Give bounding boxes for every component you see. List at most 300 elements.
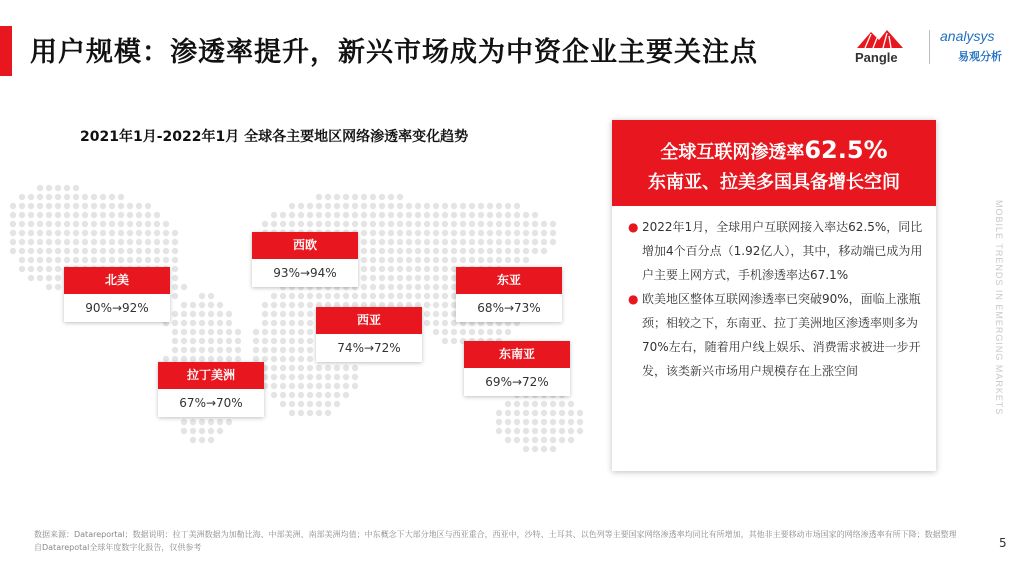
map-dot xyxy=(46,203,52,209)
map-dot xyxy=(505,437,511,443)
map-dot xyxy=(343,212,349,218)
map-dot xyxy=(559,410,565,416)
map-dot xyxy=(280,338,286,344)
map-dot xyxy=(280,221,286,227)
map-dot xyxy=(82,257,88,263)
map-dot xyxy=(397,293,403,299)
map-dot xyxy=(505,257,511,263)
map-dot xyxy=(64,203,70,209)
map-dot xyxy=(298,221,304,227)
map-dot xyxy=(442,293,448,299)
map-dot xyxy=(307,383,313,389)
map-dot xyxy=(316,221,322,227)
map-dot xyxy=(379,194,385,200)
map-dot xyxy=(28,212,34,218)
map-dot xyxy=(388,221,394,227)
map-dot xyxy=(208,293,214,299)
map-dot xyxy=(145,257,151,263)
region-name: 北美 xyxy=(64,267,170,294)
map-dot xyxy=(118,212,124,218)
map-dot xyxy=(442,284,448,290)
region-name: 西亚 xyxy=(316,307,422,334)
map-dot xyxy=(541,419,547,425)
map-dot xyxy=(280,392,286,398)
map-dot xyxy=(217,311,223,317)
map-dot xyxy=(64,248,70,254)
map-dot xyxy=(541,221,547,227)
map-dot xyxy=(550,446,556,452)
map-dot xyxy=(514,221,520,227)
map-dot xyxy=(307,338,313,344)
map-dot xyxy=(505,203,511,209)
map-dot xyxy=(262,221,268,227)
map-dot xyxy=(577,410,583,416)
map-dot xyxy=(55,221,61,227)
map-dot xyxy=(28,239,34,245)
insight-bullet-list xyxy=(628,215,924,383)
map-dot xyxy=(136,212,142,218)
map-dot xyxy=(55,239,61,245)
map-dot xyxy=(199,329,205,335)
map-dot xyxy=(91,248,97,254)
map-dot xyxy=(190,428,196,434)
map-dot xyxy=(100,212,106,218)
map-dot xyxy=(163,257,169,263)
map-dot xyxy=(199,320,205,326)
map-dot xyxy=(532,401,538,407)
map-dot xyxy=(10,203,16,209)
map-dot xyxy=(550,239,556,245)
insight-bullet xyxy=(628,215,924,287)
map-dot xyxy=(334,203,340,209)
map-dot xyxy=(397,194,403,200)
map-dot xyxy=(505,401,511,407)
insight-bullet-text: 2022年1月，全球用户互联网接入率达62.5%，同比增加4个百分点（1.92亿人），其中，移动端已成为用户主要上网方式，手机渗透率达67.1% xyxy=(642,220,923,282)
map-dot xyxy=(298,383,304,389)
map-dot xyxy=(55,194,61,200)
map-dot xyxy=(496,212,502,218)
map-dot xyxy=(343,392,349,398)
source-footnote: 数据来源：Datareportal；数据说明：拉丁美洲数据为加勒比海、中部美洲、南部美洲均值；中东概念下大部分地区与西亚重合，西亚中，沙特、土耳其、以色列等主要国家网络渗透率均同比有所增加，其他非主要移动市场国家的网络渗透率有所下降；数据整理自Datarepotal全球年度数字化报告，仅供参考 xyxy=(34,530,957,552)
map-dot xyxy=(46,212,52,218)
map-dot xyxy=(478,221,484,227)
map-dot xyxy=(100,239,106,245)
map-dot xyxy=(46,257,52,263)
map-dot xyxy=(28,203,34,209)
map-dot xyxy=(523,239,529,245)
map-dot xyxy=(118,194,124,200)
map-dot xyxy=(208,437,214,443)
map-dot xyxy=(271,329,277,335)
map-dot xyxy=(514,401,520,407)
map-dot xyxy=(343,293,349,299)
map-dot xyxy=(406,248,412,254)
map-dot xyxy=(478,239,484,245)
map-dot xyxy=(271,302,277,308)
map-dot xyxy=(415,203,421,209)
map-dot xyxy=(46,239,52,245)
map-dot xyxy=(208,428,214,434)
map-dot xyxy=(181,428,187,434)
map-dot xyxy=(478,212,484,218)
map-dot xyxy=(280,212,286,218)
map-dot xyxy=(271,374,277,380)
region-value: 69%→72% xyxy=(485,375,549,389)
map-dot xyxy=(109,203,115,209)
map-dot xyxy=(199,437,205,443)
map-dot xyxy=(271,221,277,227)
map-dot xyxy=(397,248,403,254)
map-dot xyxy=(406,266,412,272)
map-dot xyxy=(91,239,97,245)
map-dot xyxy=(523,410,529,416)
map-dot xyxy=(361,275,367,281)
map-dot xyxy=(343,194,349,200)
map-dot xyxy=(550,230,556,236)
map-dot xyxy=(442,221,448,227)
map-dot xyxy=(298,347,304,353)
map-dot xyxy=(109,248,115,254)
map-dot xyxy=(532,212,538,218)
map-dot xyxy=(10,248,16,254)
map-dot xyxy=(82,203,88,209)
map-dot xyxy=(487,257,493,263)
map-dot xyxy=(37,266,43,272)
map-dot xyxy=(208,329,214,335)
map-dot xyxy=(424,212,430,218)
map-dot xyxy=(379,239,385,245)
map-dot xyxy=(127,221,133,227)
map-dot xyxy=(307,302,313,308)
map-dot xyxy=(208,302,214,308)
map-dot xyxy=(415,257,421,263)
map-dot xyxy=(280,365,286,371)
map-dot xyxy=(280,347,286,353)
map-dot xyxy=(505,230,511,236)
map-dot xyxy=(496,428,502,434)
map-dot xyxy=(496,329,502,335)
map-dot xyxy=(424,302,430,308)
map-dot xyxy=(388,212,394,218)
map-dot xyxy=(28,257,34,263)
map-dot xyxy=(307,365,313,371)
map-dot xyxy=(514,248,520,254)
map-dot xyxy=(199,293,205,299)
map-dot xyxy=(280,311,286,317)
map-dot xyxy=(550,437,556,443)
map-dot xyxy=(334,293,340,299)
map-dot xyxy=(262,311,268,317)
map-dot xyxy=(316,383,322,389)
map-dot xyxy=(325,383,331,389)
map-dot xyxy=(37,230,43,236)
map-dot xyxy=(325,374,331,380)
map-dot xyxy=(442,203,448,209)
map-dot xyxy=(100,194,106,200)
map-dot xyxy=(280,383,286,389)
map-dot xyxy=(352,203,358,209)
map-dot xyxy=(73,194,79,200)
map-dot xyxy=(532,428,538,434)
map-dot xyxy=(478,257,484,263)
map-dot xyxy=(532,230,538,236)
bullet-dot-icon: ● xyxy=(628,292,639,306)
map-dot xyxy=(73,248,79,254)
map-dot xyxy=(559,419,565,425)
map-dot xyxy=(523,419,529,425)
region-name: 东南亚 xyxy=(464,341,570,368)
map-dot xyxy=(19,248,25,254)
map-dot xyxy=(37,257,43,263)
map-dot xyxy=(424,275,430,281)
map-dot xyxy=(406,212,412,218)
map-dot xyxy=(370,239,376,245)
map-dot xyxy=(280,320,286,326)
map-dot xyxy=(19,212,25,218)
map-dot xyxy=(496,203,502,209)
map-dot xyxy=(316,410,322,416)
map-dot xyxy=(505,212,511,218)
map-dot xyxy=(64,212,70,218)
map-dot xyxy=(361,284,367,290)
map-dot xyxy=(172,284,178,290)
map-dot xyxy=(172,329,178,335)
map-dot xyxy=(172,293,178,299)
map-dot xyxy=(415,212,421,218)
map-dot xyxy=(523,437,529,443)
chart-title: 2021年1月-2022年1月 全球各主要地区网络渗透率变化趋势 xyxy=(80,129,469,145)
map-dot xyxy=(316,374,322,380)
analysys-logo xyxy=(940,28,1020,68)
map-dot xyxy=(550,419,556,425)
map-dot xyxy=(10,230,16,236)
map-dot xyxy=(10,239,16,245)
map-dot xyxy=(10,212,16,218)
map-dot xyxy=(118,239,124,245)
map-dot xyxy=(91,212,97,218)
map-dot xyxy=(271,320,277,326)
map-dot xyxy=(388,266,394,272)
region-value: 67%→70% xyxy=(179,396,243,410)
map-dot xyxy=(550,428,556,434)
map-dot xyxy=(505,419,511,425)
map-dot xyxy=(82,230,88,236)
map-dot xyxy=(550,221,556,227)
map-dot xyxy=(235,347,241,353)
map-dot xyxy=(442,230,448,236)
map-dot xyxy=(253,329,259,335)
map-dot xyxy=(361,266,367,272)
map-dot xyxy=(406,284,412,290)
map-dot xyxy=(46,266,52,272)
map-dot xyxy=(37,185,43,191)
map-dot xyxy=(352,221,358,227)
map-dot xyxy=(451,212,457,218)
map-dot xyxy=(568,419,574,425)
map-dot xyxy=(271,383,277,389)
map-dot xyxy=(442,248,448,254)
map-dot xyxy=(424,239,430,245)
map-dot xyxy=(280,329,286,335)
map-dot xyxy=(406,203,412,209)
map-dot xyxy=(109,230,115,236)
map-dot xyxy=(568,410,574,416)
map-dot xyxy=(451,221,457,227)
map-dot xyxy=(343,365,349,371)
map-dot xyxy=(100,230,106,236)
map-dot xyxy=(379,293,385,299)
map-dot xyxy=(55,257,61,263)
map-dot xyxy=(19,203,25,209)
map-dot xyxy=(280,293,286,299)
map-dot xyxy=(181,329,187,335)
map-dot xyxy=(280,302,286,308)
map-dot xyxy=(298,320,304,326)
map-dot xyxy=(496,410,502,416)
map-dot xyxy=(424,266,430,272)
map-dot xyxy=(262,338,268,344)
map-dot xyxy=(10,221,16,227)
map-dot xyxy=(262,302,268,308)
map-dot xyxy=(19,194,25,200)
map-dot xyxy=(37,239,43,245)
map-dot xyxy=(55,275,61,281)
map-dot xyxy=(469,239,475,245)
map-dot xyxy=(280,401,286,407)
map-dot xyxy=(388,230,394,236)
map-dot xyxy=(541,248,547,254)
map-dot xyxy=(370,266,376,272)
map-dot xyxy=(361,221,367,227)
map-dot xyxy=(532,419,538,425)
map-dot xyxy=(163,221,169,227)
map-dot xyxy=(289,356,295,362)
insight-bullet-text: 欧美地区整体互联网渗透率已突破90%，面临上涨瓶颈；相较之下，东南亚、拉丁美洲地区渗透率则多为70%左右，随着用户线上娱乐、消费需求被进一步开发，该类新兴市场用户规模存在上涨空间 xyxy=(642,292,921,378)
map-dot xyxy=(334,221,340,227)
map-dot xyxy=(325,212,331,218)
map-dot xyxy=(532,248,538,254)
map-dot xyxy=(136,248,142,254)
map-dot xyxy=(316,212,322,218)
map-dot xyxy=(361,230,367,236)
map-dot xyxy=(523,428,529,434)
map-dot xyxy=(172,257,178,263)
map-dot xyxy=(154,212,160,218)
map-dot xyxy=(172,347,178,353)
map-dot xyxy=(190,437,196,443)
map-dot xyxy=(532,221,538,227)
map-dot xyxy=(289,212,295,218)
map-dot xyxy=(28,221,34,227)
map-dot xyxy=(172,230,178,236)
map-dot xyxy=(316,401,322,407)
map-dot xyxy=(217,320,223,326)
map-dot xyxy=(442,302,448,308)
title-accent-bar xyxy=(0,26,12,76)
map-dot xyxy=(397,212,403,218)
map-dot xyxy=(496,230,502,236)
map-dot xyxy=(352,383,358,389)
map-dot xyxy=(442,266,448,272)
map-dot xyxy=(334,365,340,371)
map-dot xyxy=(397,266,403,272)
map-dot xyxy=(118,257,124,263)
map-dot xyxy=(361,194,367,200)
map-dot xyxy=(541,446,547,452)
map-dot xyxy=(487,212,493,218)
map-dot xyxy=(127,239,133,245)
insight-header xyxy=(612,120,936,206)
map-dot xyxy=(127,248,133,254)
map-dot xyxy=(37,221,43,227)
map-dot xyxy=(325,194,331,200)
map-dot xyxy=(73,185,79,191)
map-dot xyxy=(433,212,439,218)
map-dot xyxy=(424,230,430,236)
map-dot xyxy=(379,212,385,218)
map-dot xyxy=(397,275,403,281)
map-dot xyxy=(415,284,421,290)
map-dot xyxy=(199,347,205,353)
map-dot xyxy=(37,275,43,281)
map-dot xyxy=(172,338,178,344)
map-dot xyxy=(316,365,322,371)
map-dot xyxy=(226,338,232,344)
map-dot xyxy=(451,203,457,209)
map-dot xyxy=(370,221,376,227)
map-dot xyxy=(136,221,142,227)
map-dot xyxy=(442,320,448,326)
region-card-western-europe xyxy=(252,232,358,287)
map-dot xyxy=(424,203,430,209)
map-dot xyxy=(64,194,70,200)
map-dot xyxy=(523,257,529,263)
map-dot xyxy=(217,329,223,335)
map-dot xyxy=(190,302,196,308)
map-dot xyxy=(442,257,448,263)
map-dot xyxy=(46,284,52,290)
map-dot xyxy=(460,230,466,236)
pangle-logo xyxy=(853,28,913,68)
map-dot xyxy=(46,185,52,191)
analysys-logo-cn: 易观分析 xyxy=(958,50,1002,63)
map-dot xyxy=(253,347,259,353)
map-dot xyxy=(91,194,97,200)
map-dot xyxy=(451,257,457,263)
map-dot xyxy=(145,203,151,209)
map-dot xyxy=(307,401,313,407)
map-dot xyxy=(163,230,169,236)
map-dot xyxy=(55,284,61,290)
map-dot xyxy=(118,221,124,227)
map-dot xyxy=(46,230,52,236)
map-dot xyxy=(154,230,160,236)
map-dot xyxy=(127,257,133,263)
map-dot xyxy=(361,203,367,209)
map-dot xyxy=(379,203,385,209)
map-dot xyxy=(289,203,295,209)
map-dot xyxy=(307,356,313,362)
map-dot xyxy=(487,329,493,335)
map-dot xyxy=(343,374,349,380)
map-dot xyxy=(370,230,376,236)
map-dot xyxy=(433,284,439,290)
map-dot xyxy=(73,221,79,227)
map-dot xyxy=(37,248,43,254)
map-dot xyxy=(334,401,340,407)
map-dot xyxy=(496,257,502,263)
map-dot xyxy=(325,410,331,416)
